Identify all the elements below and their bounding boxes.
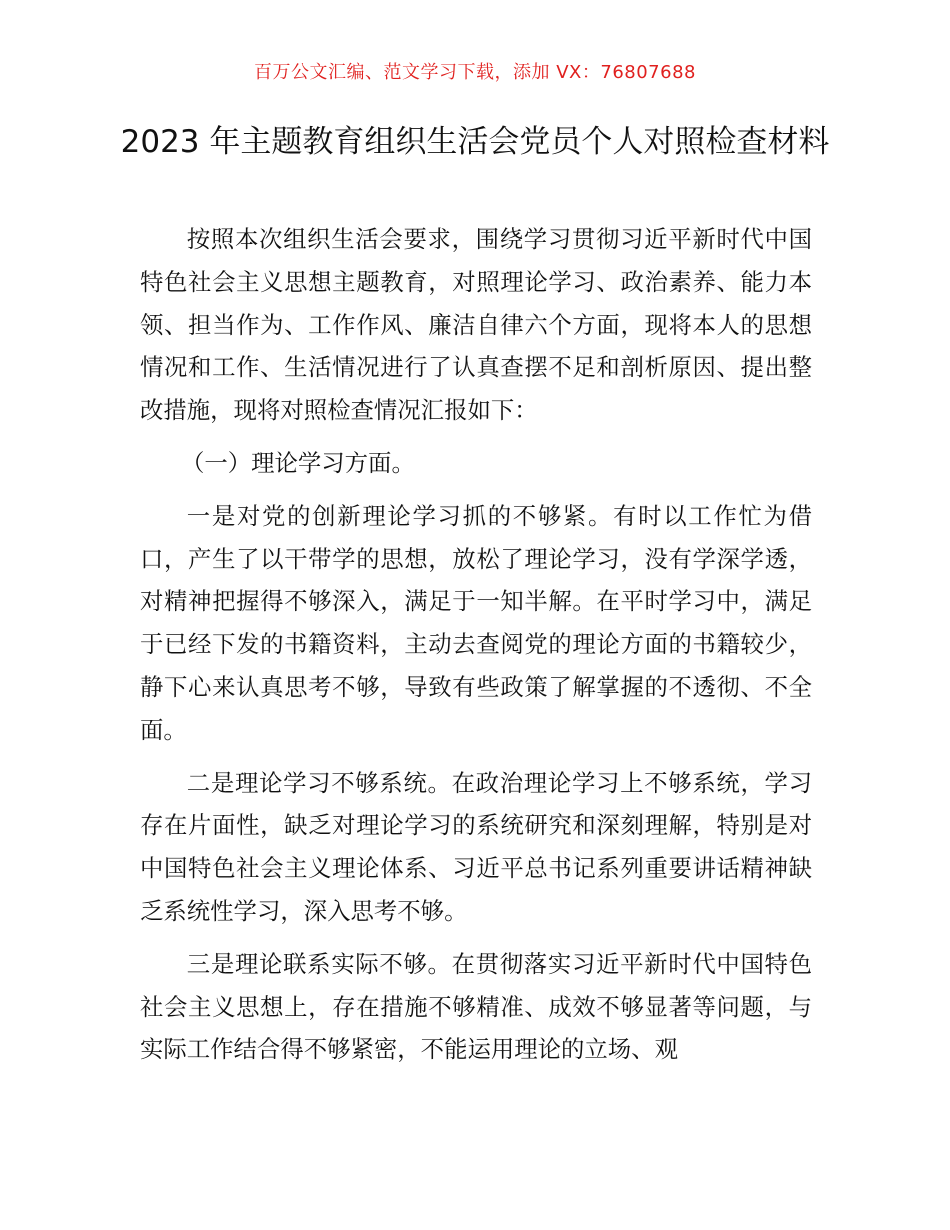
- intro-paragraph: 按照本次组织生活会要求，围绕学习贯彻习近平新时代中国特色社会主义思想主题教育，对照理论学习、政治素养、能力本领、担当作为、工作作风、廉洁自律六个方面，现将本人的思想情况和工作、生活情况进行了认真查摆不足和剖析原因、提出整改措施，现将对照检查情况汇报如下：: [140, 225, 812, 425]
- document-body: [140, 218, 812, 1081]
- paragraph-point-three: 三是理论联系实际不够。在贯彻落实习近平新时代中国特色社会主义思想上，存在措施不够精准、成效不够显著等问题，与实际工作结合得不够紧密，不能运用理论的立场、观: [140, 949, 812, 1064]
- paragraph-point-one: 一是对党的创新理论学习抓的不够紧。有时以工作忙为借口，产生了以干带学的思想，放松了理论学习，没有学深学透，对精神把握得不够深入，满足于一知半解。在平时学习中，满足于已经下发的书籍资料，主动去查阅党的理论方面的书籍较少，静下心来认真思考不够，导致有些政策了解掌握的不透彻、不全面。: [140, 501, 812, 744]
- watermark-header: 百万公文汇编、范文学习下载，添加 VX：76807688: [254, 62, 696, 83]
- document-title: 2023 年主题教育组织生活会党员个人对照检查材料: [120, 124, 830, 160]
- section-heading: （一）理论学习方面。: [180, 448, 415, 477]
- paragraph-point-two: 二是理论学习不够系统。在政治理论学习上不够系统，学习存在片面性，缺乏对理论学习的系统研究和深刻理解，特别是对中国特色社会主义理论体系、习近平总书记系列重要讲话精神缺乏系统性学习，深入思考不够。: [140, 768, 812, 925]
